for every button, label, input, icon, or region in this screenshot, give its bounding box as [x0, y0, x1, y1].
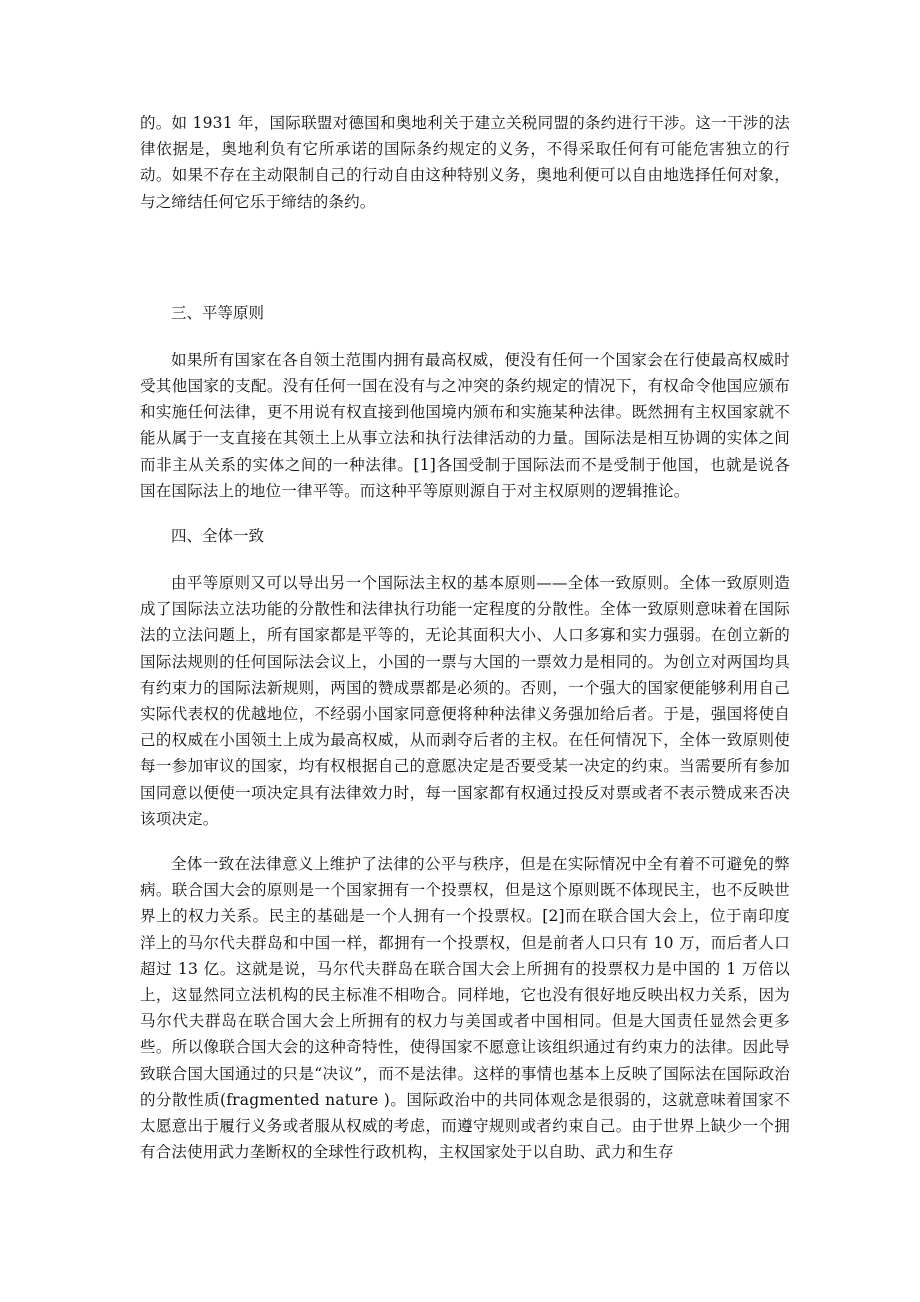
- section-heading-equality: 三、平等原则: [171, 303, 265, 322]
- paragraph-unanimity-principle: 由平等原则又可以导出另一个国际法主权的基本原则——全体一致原则。全体一致原则造成了国际法立法功能的分散性和法律执行功能一定程度的分散性。全体一致原则意味着在国际法的立法问题上，所有国家都是平等的，无论其面积大小、人口多寡和实力强弱。在创立新的国际法规则的任何国际法会议上，小国的一票与大国的一票效力是相同的。为创立对两国均具有约束力的国际法新规则，两国的赞成票都是必须的。否则，一个强大的国家便能够利用自己实际代表权的优越地位，不经弱小国家同意便将种种法律义务强加给后者。于是，强国将使自己的权威在小国领土上成为最高权威，从而剥夺后者的主权。在任何情况下，全体一致原则使每一参加审议的国家，均有权根据自己的意愿决定是否要受某一决定的约束。当需要所有参加国同意以便使一项决定具有法律效力时，每一国家都有权通过投反对票或者不表示赞成来否决该项决定。: [140, 574, 790, 828]
- section-heading-unanimity: 四、全体一致: [171, 527, 265, 546]
- paragraph-continuation: 的。如 1931 年，国际联盟对德国和奥地利关于建立关税同盟的条约进行干涉。这一干涉的法律依据是，奥地利负有它所承诺的国际条约规定的义务，不得采取任何有可能危害独立的行动。如果不存在主动限制自己的行动自由这种特别义务，奥地利便可以自由地选择任何对象，与之缔结任何它乐于缔结的条约。: [140, 114, 790, 211]
- document-page: [140, 110, 790, 1166]
- paragraph-equality-principle: 如果所有国家在各自领土范围内拥有最高权威，便没有任何一个国家会在行使最高权威时受其他国家的支配。没有任何一国在没有与之冲突的条约规定的情况下，有权命令他国应颁布和实施任何法律，更不用说有权直接到他国境内颁布和实施某种法律。既然拥有主权国家就不能从属于一支直接在其领土上从事立法和执行法律活动的力量。国际法是相互协调的实体之间而非主从关系的实体之间的一种法律。[1]各国受制于国际法而不是受制于他国，也就是说各国在国际法上的地位一律平等。而这种平等原则源自于对主权原则的逻辑推论。: [140, 350, 790, 500]
- paragraph-un-general-assembly: 全体一致在法律意义上维护了法律的公平与秩序，但是在实际情况中全有着不可避免的弊病。联合国大会的原则是一个国家拥有一个投票权，但是这个原则既不体现民主，也不反映世界上的权力关系。民主的基础是一个人拥有一个投票权。[2]而在联合国大会上，位于南印度洋上的马尔代夫群岛和中国一样，都拥有一个投票权，但是前者人口只有 10 万，而后者人口超过 13 亿。这就是说，马尔代夫群岛在联合国大会上所拥有的投票权力是中国的 1 万倍以上，这显然同立法机构的民主标准不相吻合。同样地，它也没有很好地反映出权力关系，因为马尔代夫群岛在联合国大会上所拥有的权力与美国或者中国相同。但是大国责任显然会更多些。所以像联合国大会的这种奇特性，使得国家不愿意让该组织通过有约束力的法律。因此导致联合国大国通过的只是“决议”，而不是法律。这样的事情也基本上反映了国际法在国际政治的分散性质(fragmented nature )。国际政治中的共同体观念是很弱的，这就意味着国家不太愿意出于履行义务或者服从权威的考虑，而遵守规则或者约束自己。由于世界上缺少一个拥有合法使用武力垄断权的全球性行政机构，主权国家处于以自助、武力和生存: [140, 855, 790, 1162]
